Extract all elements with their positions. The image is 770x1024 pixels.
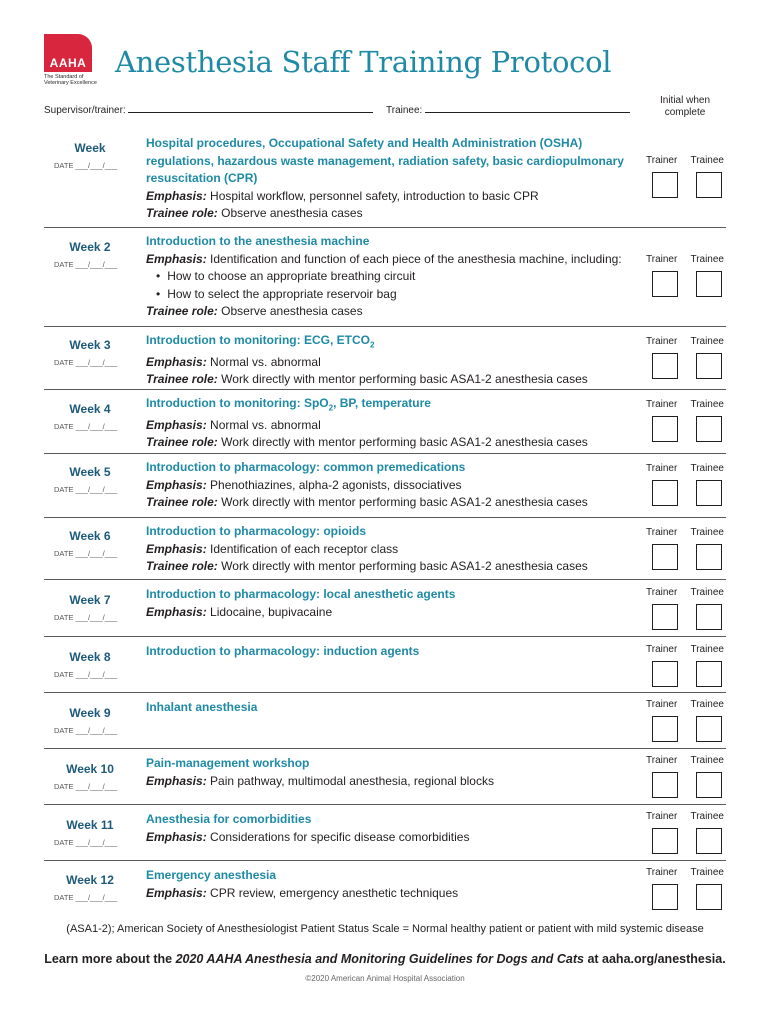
- footnote: (ASA1-2); American Society of Anesthesiologist Patient Status Scale = Normal healthy patient or patient with mild systemic disease: [66, 923, 704, 935]
- week-content: [146, 867, 646, 902]
- trainee-col-label: Trainee: [690, 155, 724, 166]
- trainee-initial-box[interactable]: [696, 416, 722, 442]
- emphasis: Emphasis: Identification and function of each piece of the anesthesia machine, including:: [146, 251, 622, 266]
- trainee-label: Trainee:: [386, 105, 423, 116]
- week-content: [146, 332, 646, 389]
- trainee-initial-box[interactable]: [696, 172, 722, 198]
- week-label: Week 3: [69, 338, 111, 352]
- week-label: Week 4: [69, 402, 111, 416]
- trainee-col-label: Trainee: [690, 755, 724, 766]
- trainee-field[interactable]: [386, 104, 630, 116]
- week-row: [44, 579, 726, 636]
- trainer-initial-box[interactable]: [652, 884, 678, 910]
- trainer-initial-box[interactable]: [652, 828, 678, 854]
- initial-checkboxes: [644, 587, 728, 630]
- initial-checkboxes: [644, 644, 728, 687]
- trainee-initial-box[interactable]: [696, 884, 722, 910]
- trainer-label: Trainer: [646, 644, 678, 655]
- trainee-col-label: Trainee: [690, 527, 724, 538]
- date-field[interactable]: DATE ___/___/___: [54, 838, 118, 847]
- week-row: [44, 636, 726, 692]
- trainer-label: Trainer: [646, 399, 678, 410]
- topic-title: Introduction to pharmacology: induction agents: [146, 644, 420, 658]
- initial-checkboxes: [644, 336, 728, 379]
- initial-checkboxes: [644, 755, 728, 798]
- week-row: [44, 227, 726, 326]
- bullet-list: [156, 268, 646, 303]
- trainee-initial-box[interactable]: [696, 353, 722, 379]
- trainer-initial-box[interactable]: [652, 772, 678, 798]
- topic-title: Pain-management workshop: [146, 756, 310, 770]
- initial-checkboxes: [644, 254, 728, 297]
- trainer-label: Trainer: [646, 463, 678, 474]
- trainee-role: Trainee role: Work directly with mentor performing basic ASA1-2 anesthesia cases: [146, 372, 588, 387]
- trainer-label: Trainer: [646, 587, 678, 598]
- logo-tagline: The Standard of Veterinary Excellence: [44, 74, 97, 86]
- supervisor-label: Supervisor/trainer:: [44, 105, 126, 116]
- week-content: [146, 233, 646, 321]
- trainee-col-label: Trainee: [690, 644, 724, 655]
- week-content: [146, 586, 646, 621]
- emphasis: Emphasis: CPR review, emergency anesthetic techniques: [146, 885, 459, 900]
- page-title: Anesthesia Staff Training Protocol: [115, 45, 612, 79]
- trainer-label: Trainer: [646, 811, 678, 822]
- initial-when-complete: Initial when complete: [659, 95, 711, 118]
- week-label: Week 9: [69, 706, 111, 720]
- trainee-col-label: Trainee: [690, 867, 724, 878]
- initial-checkboxes: [644, 155, 728, 198]
- date-field[interactable]: DATE ___/___/___: [54, 161, 118, 170]
- trainer-label: Trainer: [646, 254, 678, 265]
- initial-checkboxes: [644, 699, 728, 742]
- week-content: [146, 395, 646, 452]
- trainee-col-label: Trainee: [690, 254, 724, 265]
- week-row: [44, 326, 726, 389]
- trainee-col-label: Trainee: [690, 699, 724, 710]
- topic-title: Anesthesia for comorbidities: [146, 812, 312, 826]
- trainee-col-label: Trainee: [690, 399, 724, 410]
- date-field[interactable]: DATE ___/___/___: [54, 260, 118, 269]
- topic-title: Introduction to pharmacology: local anesthetic agents: [146, 587, 456, 601]
- trainee-role: Trainee role: Work directly with mentor performing basic ASA1-2 anesthesia cases: [146, 435, 588, 450]
- week-label: Week 10: [66, 762, 114, 776]
- week-content: [146, 135, 641, 223]
- week-label: Week 7: [69, 593, 111, 607]
- week-row: [44, 860, 726, 918]
- trainee-initial-box[interactable]: [696, 716, 722, 742]
- emphasis: Emphasis: Pain pathway, multimodal anesthesia, regional blocks: [146, 773, 494, 788]
- trainee-initial-box[interactable]: [696, 772, 722, 798]
- supervisor-field[interactable]: [44, 104, 373, 116]
- topic-title: Introduction to monitoring: SpO$_2$, BP, temperature: [146, 396, 431, 413]
- aaha-logo: [44, 34, 97, 86]
- topic-title: Inhalant anesthesia: [146, 700, 258, 714]
- week-content: [146, 811, 646, 846]
- week-label: Week 5: [69, 465, 111, 479]
- topic-title: Introduction to pharmacology: common premedications: [146, 460, 466, 474]
- trainee-role: Trainee role: Work directly with mentor performing basic ASA1-2 anesthesia cases: [146, 559, 588, 573]
- week-row: [44, 127, 726, 227]
- trainer-initial-box[interactable]: [652, 353, 678, 379]
- week-label: Week 12: [66, 873, 114, 887]
- trainee-col-label: Trainee: [690, 463, 724, 474]
- initial-checkboxes: [644, 867, 728, 910]
- trainer-initial-box[interactable]: [652, 604, 678, 630]
- week-label: Week 6: [69, 529, 111, 543]
- topic-title: Introduction to monitoring: ECG, $ETCO_2$: [146, 333, 375, 350]
- date-field[interactable]: DATE ___/___/___: [54, 422, 118, 431]
- date-field[interactable]: DATE ___/___/___: [54, 358, 118, 367]
- week-row: [44, 517, 726, 579]
- emphasis: Emphasis: Hospital workflow, personnel safety, introduction to basic CPR: [146, 188, 539, 203]
- logo-text: AAHA: [49, 56, 87, 70]
- trainee-role: Trainee role: Observe anesthesia cases: [146, 206, 363, 220]
- initial-checkboxes: [644, 463, 728, 506]
- date-field[interactable]: DATE ___/___/___: [54, 485, 118, 494]
- initial-checkboxes: [644, 811, 728, 854]
- topic-title: Hospital procedures, Occupational Safety and Health Administration (OSHA) regulations, hazardous waste management, radiation safety, basic cardiopulmonary resuscitation (CPR): [146, 136, 624, 185]
- trainer-initial-box[interactable]: [652, 416, 678, 442]
- date-field[interactable]: DATE ___/___/___: [54, 893, 118, 902]
- trainer-initial-box[interactable]: [652, 544, 678, 570]
- week-row: [44, 453, 726, 517]
- trainee-initial-box[interactable]: [696, 271, 722, 297]
- trainer-label: Trainer: [646, 755, 678, 766]
- trainee-role: Trainee role: Work directly with mentor performing basic ASA1-2 anesthesia cases: [146, 495, 588, 509]
- trainee-initial-box[interactable]: [696, 661, 722, 687]
- week-content: [146, 755, 646, 790]
- initial-checkboxes: [644, 399, 728, 442]
- trainee-col-label: Trainee: [690, 587, 724, 598]
- week-label: Week 11: [66, 818, 114, 832]
- date-field[interactable]: DATE ___/___/___: [54, 549, 118, 558]
- trainee-initial-box[interactable]: [696, 480, 722, 506]
- date-field[interactable]: DATE ___/___/___: [54, 670, 118, 679]
- date-field[interactable]: DATE ___/___/___: [54, 782, 118, 791]
- week-row: [44, 692, 726, 748]
- bullet-item: • How to select the appropriate reservoir bag: [156, 286, 646, 304]
- week-content: [146, 699, 646, 717]
- trainee-role: Trainee role: Observe anesthesia cases: [146, 304, 363, 318]
- bullet-item: • How to choose an appropriate breathing circuit: [156, 268, 646, 286]
- week-label: Week: [74, 141, 106, 155]
- week-row: [44, 748, 726, 804]
- emphasis: Emphasis: Considerations for specific disease comorbidities: [146, 829, 470, 844]
- trainer-initial-box[interactable]: [652, 172, 678, 198]
- learn-more: Learn more about the 2020 AAHA Anesthesia and Monitoring Guidelines for Dogs and Cats at aaha.org/anesthesia.: [44, 952, 726, 966]
- week-row: [44, 804, 726, 860]
- trainee-col-label: Trainee: [690, 336, 724, 347]
- trainer-initial-box[interactable]: [652, 716, 678, 742]
- trainer-initial-box[interactable]: [652, 480, 678, 506]
- trainer-label: Trainer: [646, 336, 678, 347]
- trainee-initial-box[interactable]: [696, 828, 722, 854]
- trainer-initial-box[interactable]: [652, 271, 678, 297]
- trainer-label: Trainer: [646, 699, 678, 710]
- trainee-col-label: Trainee: [690, 811, 724, 822]
- trainee-initial-box[interactable]: [696, 544, 722, 570]
- week-content: [146, 643, 646, 661]
- week-label: Week 2: [69, 240, 111, 254]
- copyright: ©2020 American Animal Hospital Association: [305, 974, 465, 983]
- emphasis: Emphasis: Phenothiazines, alpha-2 agonists, dissociatives: [146, 477, 462, 492]
- trainer-label: Trainer: [646, 867, 678, 878]
- emphasis: Emphasis: Normal vs. abnormal: [146, 354, 321, 369]
- trainer-label: Trainer: [646, 527, 678, 538]
- emphasis: Emphasis: Normal vs. abnormal: [146, 417, 321, 432]
- topic-title: Emergency anesthesia: [146, 868, 277, 882]
- week-content: [146, 459, 646, 512]
- date-field[interactable]: DATE ___/___/___: [54, 613, 118, 622]
- week-label: Week 8: [69, 650, 111, 664]
- initial-checkboxes: [644, 527, 728, 570]
- emphasis: Emphasis: Lidocaine, bupivacaine: [146, 604, 333, 619]
- week-content: [146, 523, 646, 576]
- topic-title: Introduction to pharmacology: opioids: [146, 524, 366, 538]
- trainee-initial-box[interactable]: [696, 604, 722, 630]
- emphasis: Emphasis: Identification of each receptor class: [146, 541, 399, 556]
- date-field[interactable]: DATE ___/___/___: [54, 726, 118, 735]
- trainer-initial-box[interactable]: [652, 661, 678, 687]
- trainer-label: Trainer: [646, 155, 678, 166]
- week-row: [44, 389, 726, 453]
- topic-title: Introduction to the anesthesia machine: [146, 234, 370, 248]
